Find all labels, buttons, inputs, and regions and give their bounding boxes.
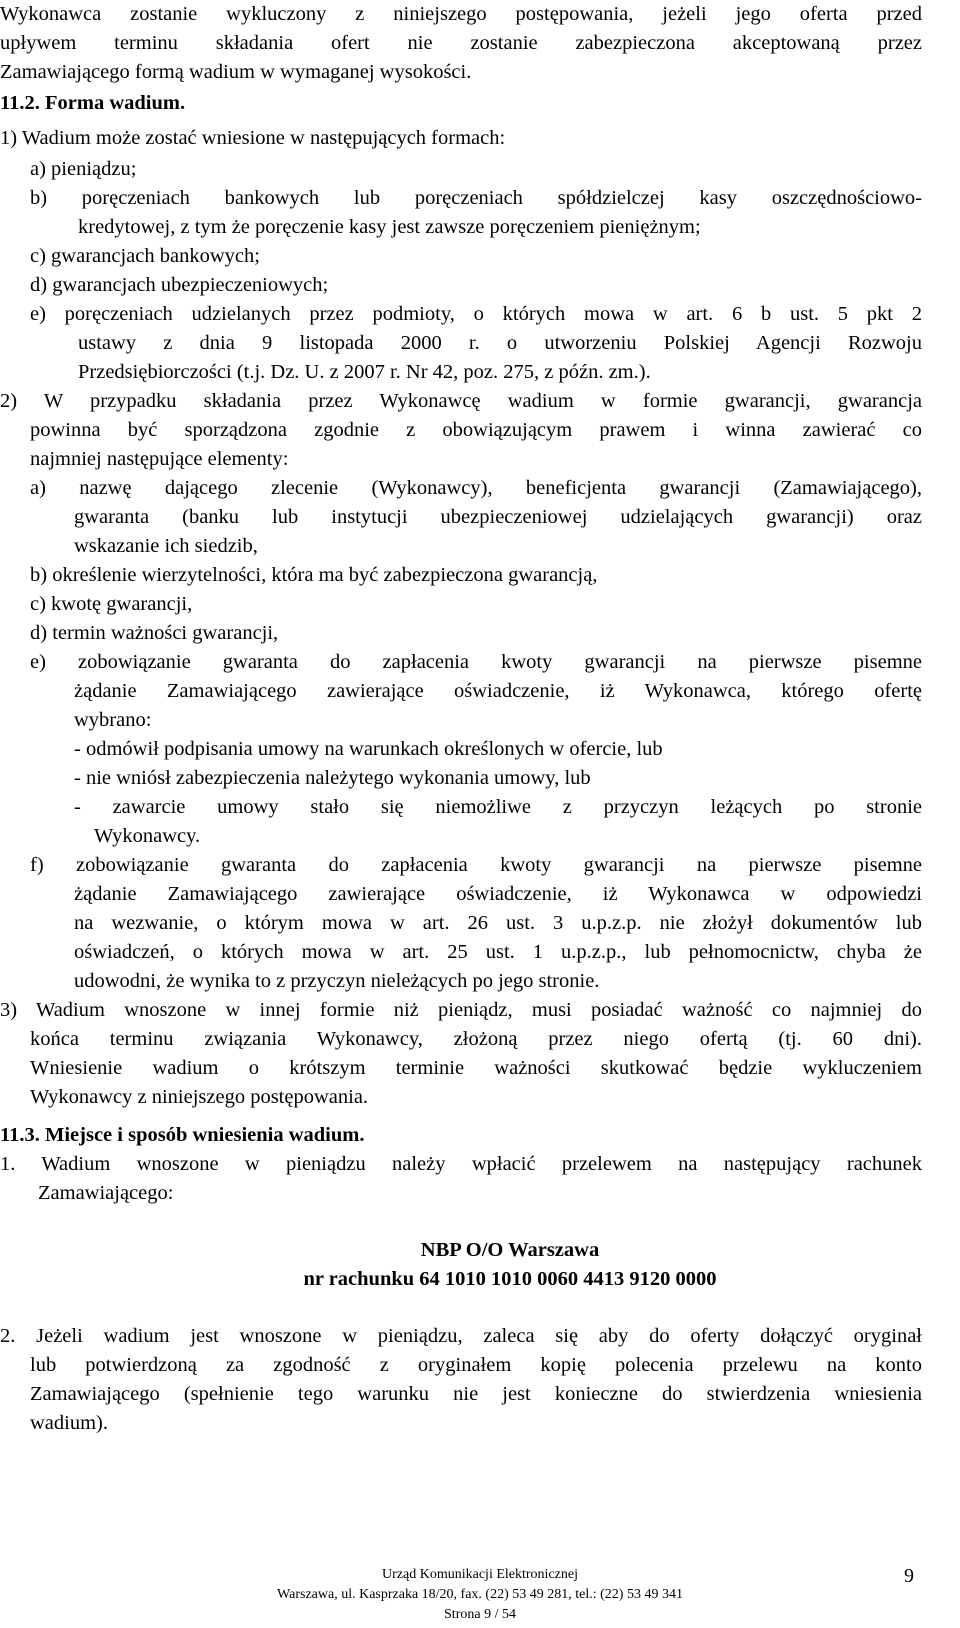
section-heading-11-3: 11.3. Miejsce i sposób wniesienia wadium. — [0, 1124, 365, 1146]
text-line: na wezwanie, o którym mowa w art. 26 ust. 3 u.p.z.p. nie złożył dokumentów lub — [74, 912, 922, 934]
text-line: lub potwierdzoną za zgodność z oryginałem kopię polecenia przelewu na konto — [30, 1354, 922, 1376]
paragraph-2 — [0, 387, 922, 416]
element-f-cont — [74, 880, 922, 996]
bank-name: NBP O/O Warszawa — [420, 1239, 600, 1261]
text-line: - zawarcie umowy stało się niemożliwe z przyczyn leżących po stronie — [74, 796, 922, 818]
text-line: Zamawiającego (spełnienie tego warunku nie jest konieczne do stwierdzenia wniesienia — [30, 1383, 922, 1405]
dash-item-2: - nie wniósł zabezpieczenia należytego wykonania umowy, lub — [74, 767, 591, 789]
dash-item-3 — [74, 793, 922, 822]
text-line: f) zobowiązanie gwaranta do zapłacenia kwoty gwarancji na pierwsze pisemne — [30, 854, 922, 876]
text-line: udowodni, że wynika to z przyczyn nieleżących po jego stronie. — [74, 970, 600, 992]
list-item-e — [30, 300, 922, 329]
text-line: e) poręczeniach udzielanych przez podmioty, o których mowa w art. 6 b ust. 5 pkt 2 — [30, 303, 922, 325]
text-line: 2. Jeżeli wadium jest wnoszone w pieniądzu, zaleca się aby do oferty dołączyć oryginał — [0, 1325, 922, 1347]
list-item-a: a) pieniądzu; — [30, 158, 137, 180]
text-line: e) zobowiązanie gwaranta do zapłacenia kwoty gwarancji na pierwsze pisemne — [30, 651, 922, 673]
list-item-c: c) gwarancjach bankowych; — [30, 245, 260, 267]
paragraph-11-3-2 — [0, 1322, 922, 1351]
page-number: 9 — [904, 1565, 914, 1587]
footer-org: Urząd Komunikacji Elektronicznej — [382, 1567, 578, 1582]
intro-paragraph — [0, 0, 922, 87]
section-heading-11-2: 11.2. Forma wadium. — [0, 92, 186, 114]
text-line: Wykonawcy z niniejszego postępowania. — [30, 1086, 369, 1108]
text-line: powinna być sporządzona zgodnie z obowiązującym prawem i winna zawierać co — [30, 419, 922, 441]
text-line: 2) W przypadku składania przez Wykonawcę wadium w formie gwarancji, gwarancja — [0, 390, 922, 412]
text-line: Wniesienie wadium o krótszym terminie ważności skutkować będzie wykluczeniem — [30, 1057, 922, 1079]
dash-item-1: - odmówił podpisania umowy na warunkach określonych w ofercie, lub — [74, 738, 663, 760]
paragraph-11-3-2-cont — [30, 1351, 922, 1438]
text-line: Wykonawca zostanie wykluczony z niniejszego postępowania, jeżeli jego oferta przed — [0, 3, 922, 25]
text-line: żądanie Zamawiającego zawierające oświadczenie, iż Wykonawca, którego ofertę — [74, 680, 922, 702]
element-b: b) określenie wierzytelności, która ma być zabezpieczona gwarancją, — [30, 564, 598, 586]
list-item-b-cont: kredytowej, z tym że poręczenie kasy jest zawsze poręczeniem pieniężnym; — [78, 216, 701, 238]
list-item-e-cont — [78, 329, 922, 387]
element-a — [30, 474, 922, 503]
footer — [0, 1565, 960, 1625]
text-line: wybrano: — [74, 709, 152, 731]
element-e — [30, 648, 922, 677]
text-line: upływem terminu składania ofert nie zostanie zabezpieczona akceptowaną przez — [0, 32, 922, 54]
text-line: Przedsiębiorczości (t.j. Dz. U. z 2007 r. Nr 42, poz. 275, z późn. zm.). — [78, 361, 651, 383]
paragraph-1 — [0, 124, 505, 153]
text-line: żądanie Zamawiającego zawierające oświadczenie, iż Wykonawca w odpowiedzi — [74, 883, 922, 905]
text-line: a) nazwę dającego zlecenie (Wykonawcy), beneficjenta gwarancji (Zamawiającego), — [30, 477, 922, 499]
footer-address: Warszawa, ul. Kasprzaka 18/20, fax. (22) 53 49 281, tel.: (22) 53 49 341 — [277, 1587, 683, 1602]
text-line: końca terminu związania Wykonawcy, złożoną przez niego ofertą (tj. 60 dni). — [30, 1028, 922, 1050]
element-c: c) kwotę gwarancji, — [30, 593, 193, 615]
paragraph-11-3-1-cont: Zamawiającego: — [38, 1182, 174, 1204]
paragraph-11-3-1 — [0, 1150, 922, 1179]
paragraph-3 — [0, 996, 922, 1025]
text-line: 1. Wadium wnoszone w pieniądzu należy wpłacić przelewem na następujący rachunek — [0, 1153, 922, 1175]
element-a-cont — [74, 503, 922, 561]
text-line: gwaranta (banku lub instytucji ubezpieczeniowej udzielających gwarancji) oraz — [74, 506, 922, 528]
text-line: wskazanie ich siedzib, — [74, 535, 258, 557]
paragraph-2-cont — [30, 416, 922, 474]
footer-page-label: Strona 9 / 54 — [444, 1607, 516, 1622]
list-item-b — [30, 184, 922, 213]
text-line: ustawy z dnia 9 listopada 2000 r. o utworzeniu Polskiej Agencji Rozwoju — [78, 332, 922, 354]
element-d: d) termin ważności gwarancji, — [30, 622, 279, 644]
list-item-d: d) gwarancjach ubezpieczeniowych; — [30, 274, 329, 296]
text-line: 1) Wadium może zostać wniesione w następujących formach: — [0, 127, 506, 149]
text-line: 3) Wadium wnoszone w innej formie niż pieniądz, musi posiadać ważność co najmniej do — [0, 999, 922, 1021]
account-number: nr rachunku 64 1010 1010 0060 4413 9120 0000 — [303, 1268, 717, 1290]
text-line: wadium). — [30, 1412, 108, 1434]
element-e-cont — [74, 677, 922, 735]
dash-item-3-cont: Wykonawcy. — [94, 825, 201, 847]
paragraph-3-cont — [30, 1025, 922, 1112]
text-line: najmniej następujące elementy: — [30, 448, 289, 470]
element-f — [30, 851, 922, 880]
text-line: oświadczeń, o których mowa w art. 25 ust. 1 u.p.z.p., lub pełnomocnictw, chyba że — [74, 941, 922, 963]
text-line: b) poręczeniach bankowych lub poręczeniach spółdzielczej kasy oszczędnościowo- — [30, 187, 922, 209]
text-line: Zamawiającego formą wadium w wymaganej wysokości. — [0, 61, 472, 83]
